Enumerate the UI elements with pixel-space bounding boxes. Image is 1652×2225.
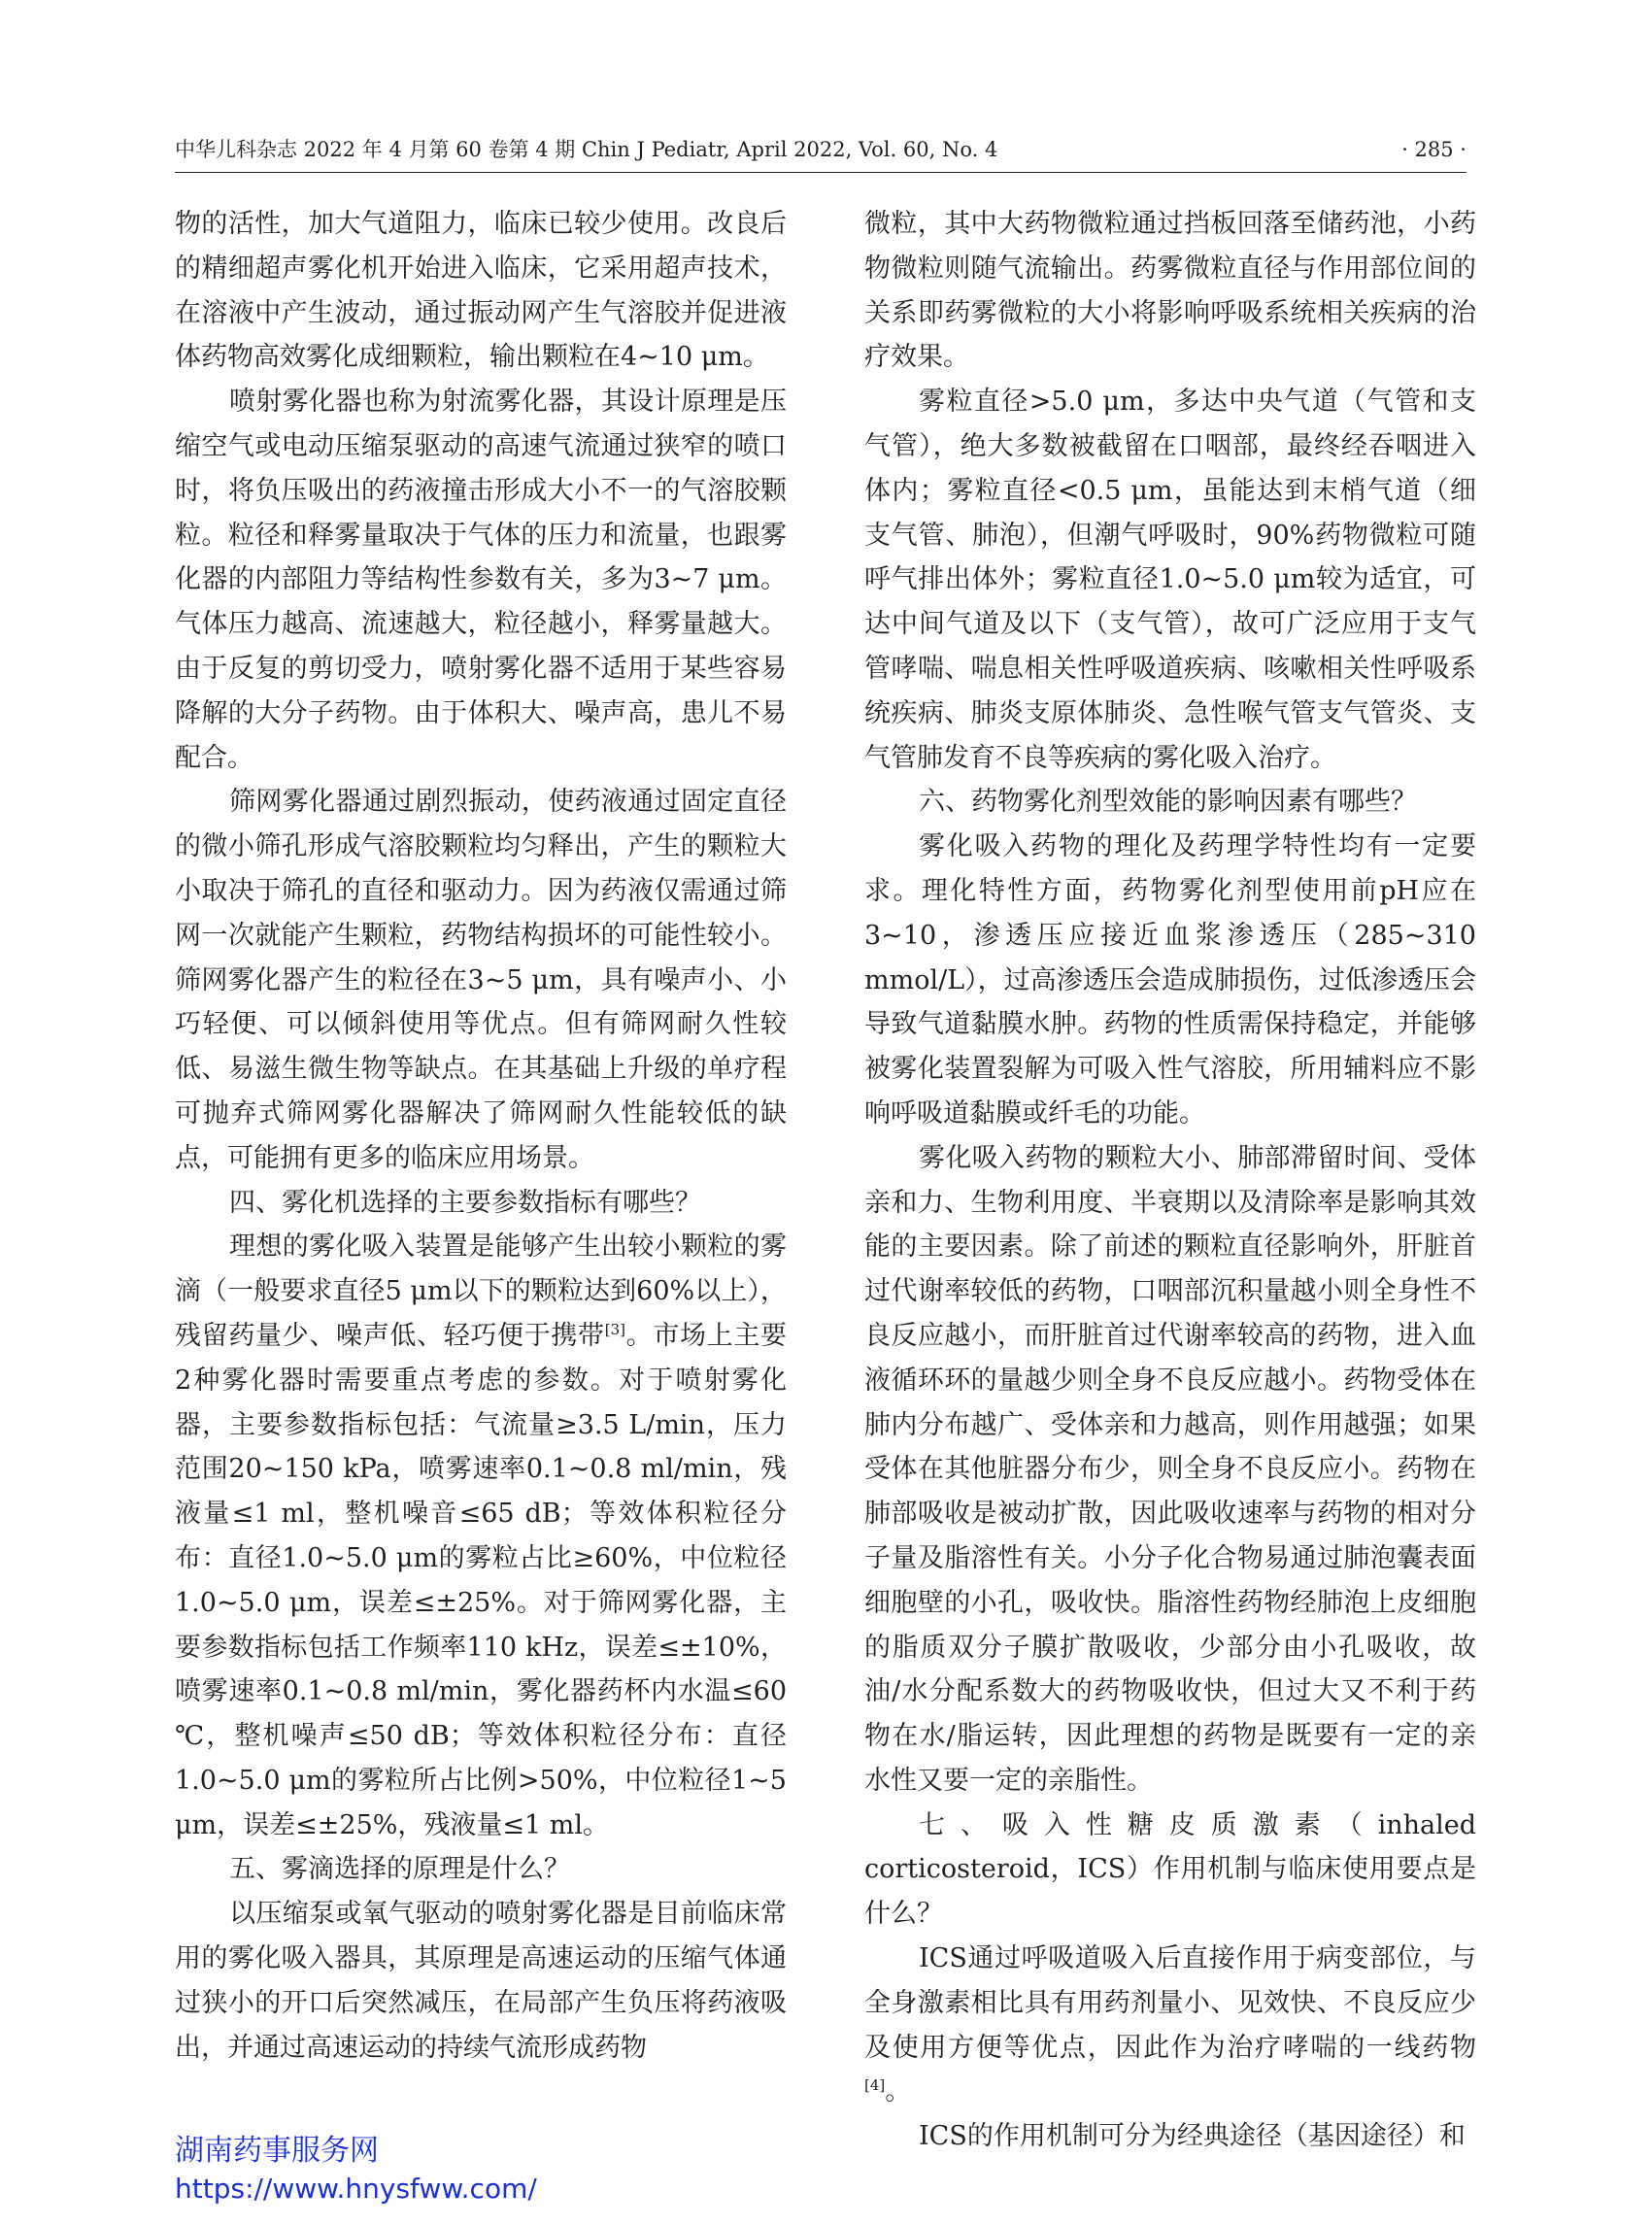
paragraph-text: 物的活性，加大气道阻力，临床已较少使用。改良后的精细超声雾化机开始进入临床，它采用超声技术，在溶液中产生波动，通过振动网产生气溶胶并促进液体药物高效雾化成细颗粒，输出颗粒在4~10 μm。 <box>175 209 787 373</box>
paragraph <box>864 780 1476 825</box>
paragraph-text: ICS通过呼吸道吸入后直接作用于病变部位，与全身激素相比具有用药剂量小、见效快、不良反应少及使用方便等优点，因此作为治疗哮喘的一线药物 <box>864 1943 1476 2063</box>
paragraph-text: 五、雾滴选择的原理是什么？ <box>229 1854 570 1885</box>
paragraph <box>175 1181 787 1226</box>
page-number: · 285 · <box>1401 138 1467 161</box>
paragraph-text: 理想的雾化吸入装置是能够产生出较小颗粒的雾滴（一般要求直径5 μm以下的颗粒达到60%以上），残留药量少、噪声低、轻巧便于携带 <box>175 1231 787 1351</box>
paragraph <box>175 1847 787 1892</box>
paragraph <box>864 2114 1476 2159</box>
paragraph-text: 雾粒直径>5.0 μm，多达中央气道（气管和支气管），绝大多数被截留在口咽部，最终经吞咽进入体内；雾粒直径<0.5 μm，虽能达到末梢气道（细支气管、肺泡），但潮气呼吸时，90%药物微粒可随呼气排出体外；雾粒直径1.0~5.0 μm较为适宜，可达中间气道及以下（支气管），故可广泛应用于支气管哮喘、喘息相关性呼吸道疾病、咳嗽相关性呼吸系统疾病、肺炎支原体肺炎、急性喉气管支气管炎、支气管肺发育不良等疾病的雾化吸入治疗。 <box>864 387 1476 773</box>
paragraph-text: 筛网雾化器通过剧烈振动，使药液通过固定直径的微小筛孔形成气溶胶颗粒均匀释出，产生的颗粒大小取决于筛孔的直径和驱动力。因为药液仅需通过筛网一次就能产生颗粒，药物结构损坏的可能性较小。筛网雾化器产生的粒径在3~5 μm，具有噪声小、小巧轻便、可以倾斜使用等优点。但有筛网耐久性较低、易滋生微生物等缺点。在其基础上升级的单疗程可抛弃式筛网雾化器解决了筛网耐久性能较低的缺点，可能拥有更多的临床应用场景。 <box>175 787 787 1173</box>
watermark-site-name: 湖南药事服务网 <box>175 2134 379 2168</box>
paragraph-text: ICS的作用机制可分为经典途径（基因途径）和 <box>919 2121 1466 2152</box>
citation-ref: [4] <box>864 2076 886 2095</box>
paragraph <box>864 825 1476 1136</box>
paragraph <box>175 1892 787 2070</box>
right-column <box>864 202 1476 2159</box>
paragraph-text: 六、药物雾化剂型效能的影响因素有哪些？ <box>919 787 1417 818</box>
paragraph <box>864 1136 1476 1804</box>
paragraph-text-tail: 。 <box>885 2076 912 2107</box>
paragraph <box>175 202 787 380</box>
citation-ref: [3] <box>604 1320 625 1338</box>
paragraph-text: 微粒，其中大药物微粒通过挡板回落至储药池，小药物微粒则随气流输出。药雾微粒直径与作用部位间的关系即药雾微粒的大小将影响呼吸系统相关疾病的治疗效果。 <box>864 209 1476 373</box>
paragraph <box>864 380 1476 780</box>
watermark-url[interactable]: https://www.hnysfww.com/ <box>175 2173 537 2205</box>
paragraph <box>864 1804 1476 1937</box>
paragraph-text: 喷射雾化器也称为射流雾化器，其设计原理是压缩空气或电动压缩泵驱动的高速气流通过狭窄的喷口时，将负压吸出的药液撞击形成大小不一的气溶胶颗粒。粒径和释雾量取决于气体的压力和流量，也跟雾化器的内部阻力等结构性参数有关，多为3~7 μm。气体压力越高、流速越大，粒径越小，释雾量越大。由于反复的剪切受力，喷射雾化器不适用于某些容易降解的大分子药物。由于体积大、噪声高，患儿不易配合。 <box>175 387 787 773</box>
paragraph <box>175 1225 787 1847</box>
paragraph-text: 七、吸入性糖皮质激素（inhaled corticosteroid，ICS）作用机制与临床使用要点是什么？ <box>864 1809 1476 1930</box>
journal-citation: 中华儿科杂志 2022 年 4 月第 60 卷第 4 期 Chin J Pediatr, April 2022, Vol. 60, No. 4 <box>175 138 998 161</box>
paragraph-text: 以压缩泵或氧气驱动的喷射雾化器是目前临床常用的雾化吸入器具，其原理是高速运动的压缩气体通过狭小的开口后突然减压，在局部产生负压将药液吸出，并通过高速运动的持续气流形成药物 <box>175 1899 787 2063</box>
paragraph-text: 雾化吸入药物的颗粒大小、肺部滞留时间、受体亲和力、生物利用度、半衰期以及清除率是影响其效能的主要因素。除了前述的颗粒直径影响外，肝脏首过代谢率较低的药物，口咽部沉积量越小则全身性不良反应越小，而肝脏首过代谢率较高的药物，进入血液循环环的量越少则全身不良反应越小。药物受体在肺内分布越广、受体亲和力越高，则作用越强；如果受体在其他脏器分布少，则全身不良反应小。药物在肺部吸收是被动扩散，因此吸收速率与药物的相对分子量及脂溶性有关。小分子化合物易通过肺泡囊表面细胞壁的小孔，吸收快。脂溶性药物经肺泡上皮细胞的脂质双分子膜扩散吸收，少部分由小孔吸收，故油/水分配系数大的药物吸收快，但过大又不利于药物在水/脂运转，因此理想的药物是既要有一定的亲水性又要一定的亲脂性。 <box>864 1142 1476 1796</box>
running-header <box>175 133 1467 166</box>
paragraph <box>175 780 787 1180</box>
paragraph <box>864 1937 1476 2114</box>
paragraph-text-tail: 。市场上主要2种雾化器时需要重点考虑的参数。对于喷射雾化器，主要参数指标包括：气流量≥3.5 L/min，压力范围20~150 kPa，喷雾速率0.1~0.8 ml/min，残液量≤1 ml，整机噪音≤65 dB；等效体积粒径分布：直径1.0~5.0 μm的雾粒占比≥60%，中位粒径1.0~5.0 μm，误差≤±25%。对于筛网雾化器，主要参数指标包括工作频率110 kHz，误差≤±10%，喷雾速率0.1~0.8 ml/min，雾化器药杯内水温≤60 ℃，整机噪声≤50 dB；等效体积粒径分布：直径1.0~5.0 μm的雾粒所占比例>50%，中位粒径1~5 μm，误差≤±25%，残液量≤1 ml。 <box>175 1320 788 1840</box>
header-rule <box>175 172 1467 173</box>
watermark <box>175 2132 537 2208</box>
left-column <box>175 202 787 2070</box>
paragraph-text: 雾化吸入药物的理化及药理学特性均有一定要求。理化特性方面，药物雾化剂型使用前pH应在3~10，渗透压应接近血浆渗透压（285~310 mmol/L），过高渗透压会造成肺损伤，过低渗透压会导致气道黏膜水肿。药物的性质需保持稳定，并能够被雾化装置裂解为可吸入性气溶胶，所用辅料应不影响呼吸道黏膜或纤毛的功能。 <box>864 831 1476 1129</box>
paragraph <box>864 202 1476 380</box>
paragraph <box>175 380 787 780</box>
paragraph-text: 四、雾化机选择的主要参数指标有哪些？ <box>229 1187 701 1218</box>
